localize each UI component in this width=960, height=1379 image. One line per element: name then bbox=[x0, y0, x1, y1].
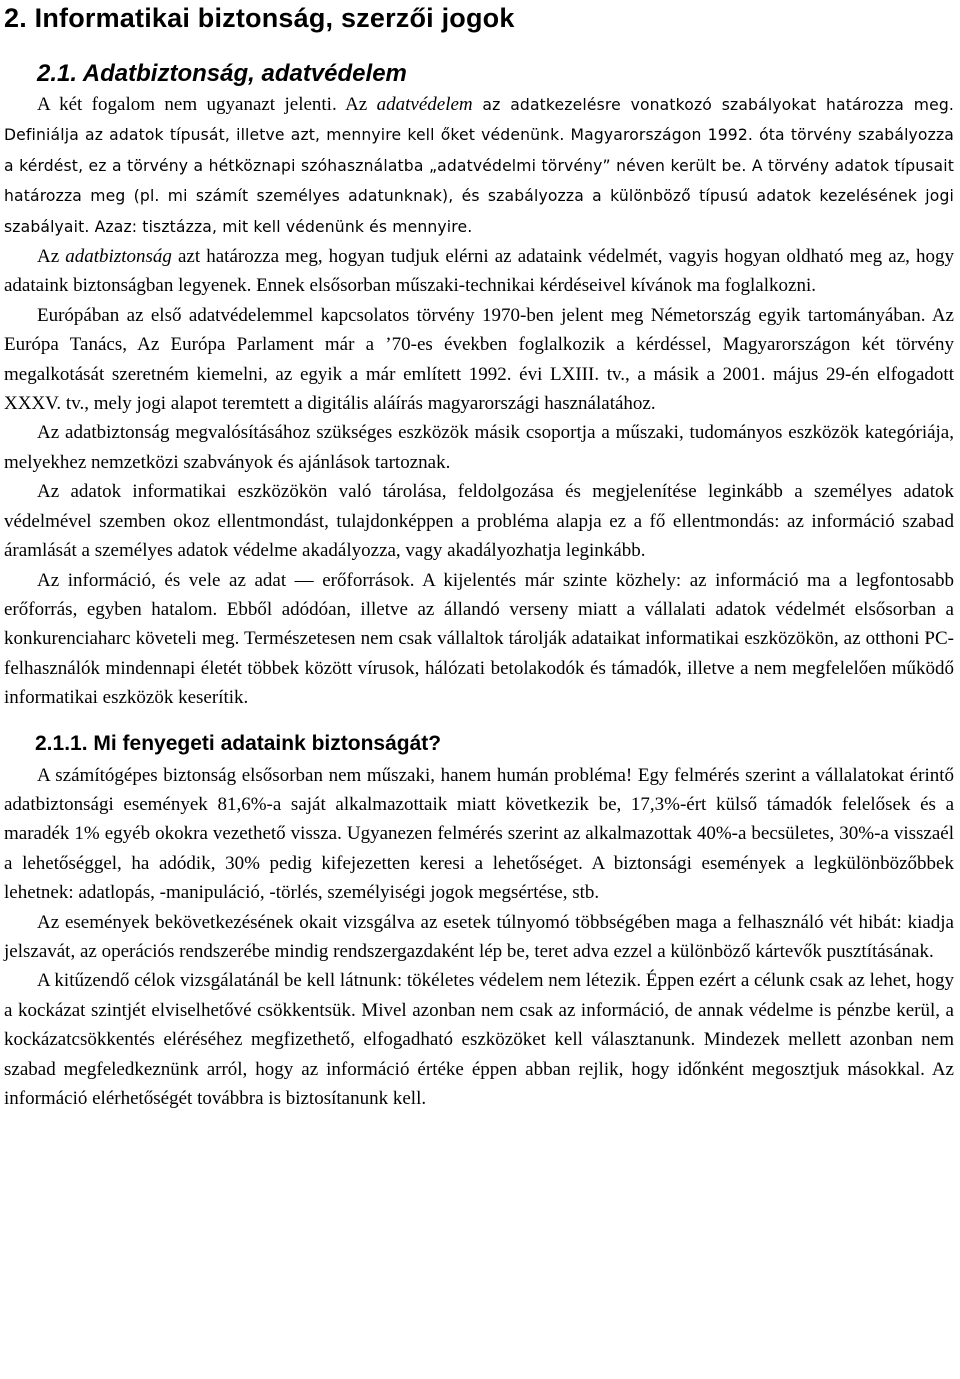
paragraph-text: azt határozza meg, hogyan tudjuk elérni az adataink védelmét, vagyis hogyan oldható meg az, hogy adataink biztonságban legyenek. Ennek elsősorban műszaki-technikai kérdéseivel kívánok ma foglalkozni. bbox=[4, 246, 955, 297]
paragraph-text: Az bbox=[37, 246, 66, 268]
term-adatvedelem: adatvédelem bbox=[376, 94, 473, 115]
paragraph-europa: Európában az első adatvédelemmel kapcsolatos törvény 1970-ben jelent meg Németország egyik tartományában. Az Európa Tanács, Az Európa Parlament már a ’70-es években foglalkozik a kérdéssel, Magyarországon két törvény megalkotását szeretném kiemelni, az egyik a már említett 1992. évi LXIII. tv., a másik a 2001. május 29-én elfogadott XXXV. tv., mely jogi alapot teremtett a digitális aláírás magyarországi használatához. bbox=[4, 304, 954, 415]
document-page bbox=[4, 0, 954, 1113]
chapter-heading: 2. Informatikai biztonság, szerzői jogok bbox=[4, 3, 515, 33]
paragraph-adatbiztonsag bbox=[4, 242, 954, 301]
paragraph-tarolas: Az adatok informatikai eszközökön való tárolása, feldolgozása és megjelenítése leginkább a személyes adatok védelmével szemben okoz ellentmondást, tulajdonképpen a probléma alapja ez a fő ellentmondás: az információ szabad áramlását a személyes adatok védelme akadályozza, vagy akadályozhatja leginkább. bbox=[4, 481, 954, 562]
paragraph-eszkozok: Az adatbiztonság megvalósításához szükséges eszközök másik csoportja a műszaki, tudományos eszközök kategóriája, melyekhez nemzetközi szabványok és ajánlások tartoznak. bbox=[4, 422, 954, 473]
paragraph-humanproblema: A számítógépes biztonság elsősorban nem műszaki, hanem humán probléma! Egy felmérés szerint a vállalatokat érintő adatbiztonsági események 81,6%-a saját alkalmazottaik miatt következik be, 17,3%-ért külső támadók felelősek és a maradék 1% egyéb okokra vezethető vissza. Ugyanezen felmérés szerint az alkalmazottak 40%-a becsületes, 30%-a visszaél a lehetőséggel, ha adódik, 30% pedig kifejezetten keresi a lehetőséget. A biztonsági események a legkülönbözőbbek lehetnek: adatlopás, -manipuláció, -törlés, személyiségi jogok megsértése, stb. bbox=[4, 764, 954, 904]
paragraph-adatvedelem bbox=[4, 90, 954, 242]
subsection-body bbox=[4, 761, 954, 1114]
paragraph-text: az adatkezelésre vonatkozó szabályokat határozza meg. Definiálja az adatok típusát, illetve azt, mennyire kell őket védenünk. Magyarországon 1992. óta törvény szabályozza a kérdést, ez a törvény a hétköznapi szóhasználatba „adatvédelmi törvény” néven került be. A törvény adatok típusait határozza meg (pl. mi számít személyes adatunknak), és szabályozza a különböző típusú adatok kezelésének jogi szabályait. Azaz: tisztázza, mit kell védenünk és mennyire. bbox=[4, 96, 954, 236]
subsection-heading: 2.1.1. Mi fenyegeti adataink biztonságát? bbox=[35, 731, 442, 755]
section-body bbox=[4, 90, 954, 713]
paragraph-text: A két fogalom nem ugyanazt jelenti. Az bbox=[37, 94, 377, 115]
section-heading: 2.1. Adatbiztonság, adatvédelem bbox=[37, 60, 407, 87]
term-adatbiztonsag: adatbiztonság bbox=[65, 246, 172, 268]
paragraph-esemenyek: Az események bekövetkezésének okait vizsgálva az esetek túlnyomó többségében maga a felhasználó vét hibát: kiadja jelszavát, az operációs rendszerébe mindig rendszergazdaként lép be, teret adva ezzel a különböző kártevők pusztításának. bbox=[4, 911, 954, 962]
paragraph-celok: A kitűzendő célok vizsgálatánál be kell látnunk: tökéletes védelem nem létezik. Éppen ezért a célunk csak az lehet, hogy a kockázat szintjét elviselhetővé csökkentsük. Mivel azonban nem csak az információ, de annak védelme is pénzbe kerül, a kockázatcsökkentés eléréséhez megfizethető, elfogadható eszközöket kell választanunk. Mindezek mellett azonban nem szabad megfeledkeznünk arról, hogy az információ értéke éppen abban rejlik, hogy időnként megosztjuk másokkal. Az információ elérhetőségét továbbra is biztosítanunk kell. bbox=[4, 970, 954, 1109]
paragraph-eroforras: Az információ, és vele az adat — erőforrások. A kijelentés már szinte közhely: az információ ma a legfontosabb erőforrás, egyben hatalom. Ebből adódóan, illetve az állandó verseny miatt a vállalati adatok védelmét elsősorban a konkurenciaharc követeli meg. Természetesen nem csak vállaltok tárolják adataikat informatikai eszközökön, az otthoni PC-felhasználók mindennapi életét többek között vírusok, hálózati betolakodók és támadók, illetve a nem megfelelően működő informatikai eszközök keserítik. bbox=[4, 569, 954, 709]
